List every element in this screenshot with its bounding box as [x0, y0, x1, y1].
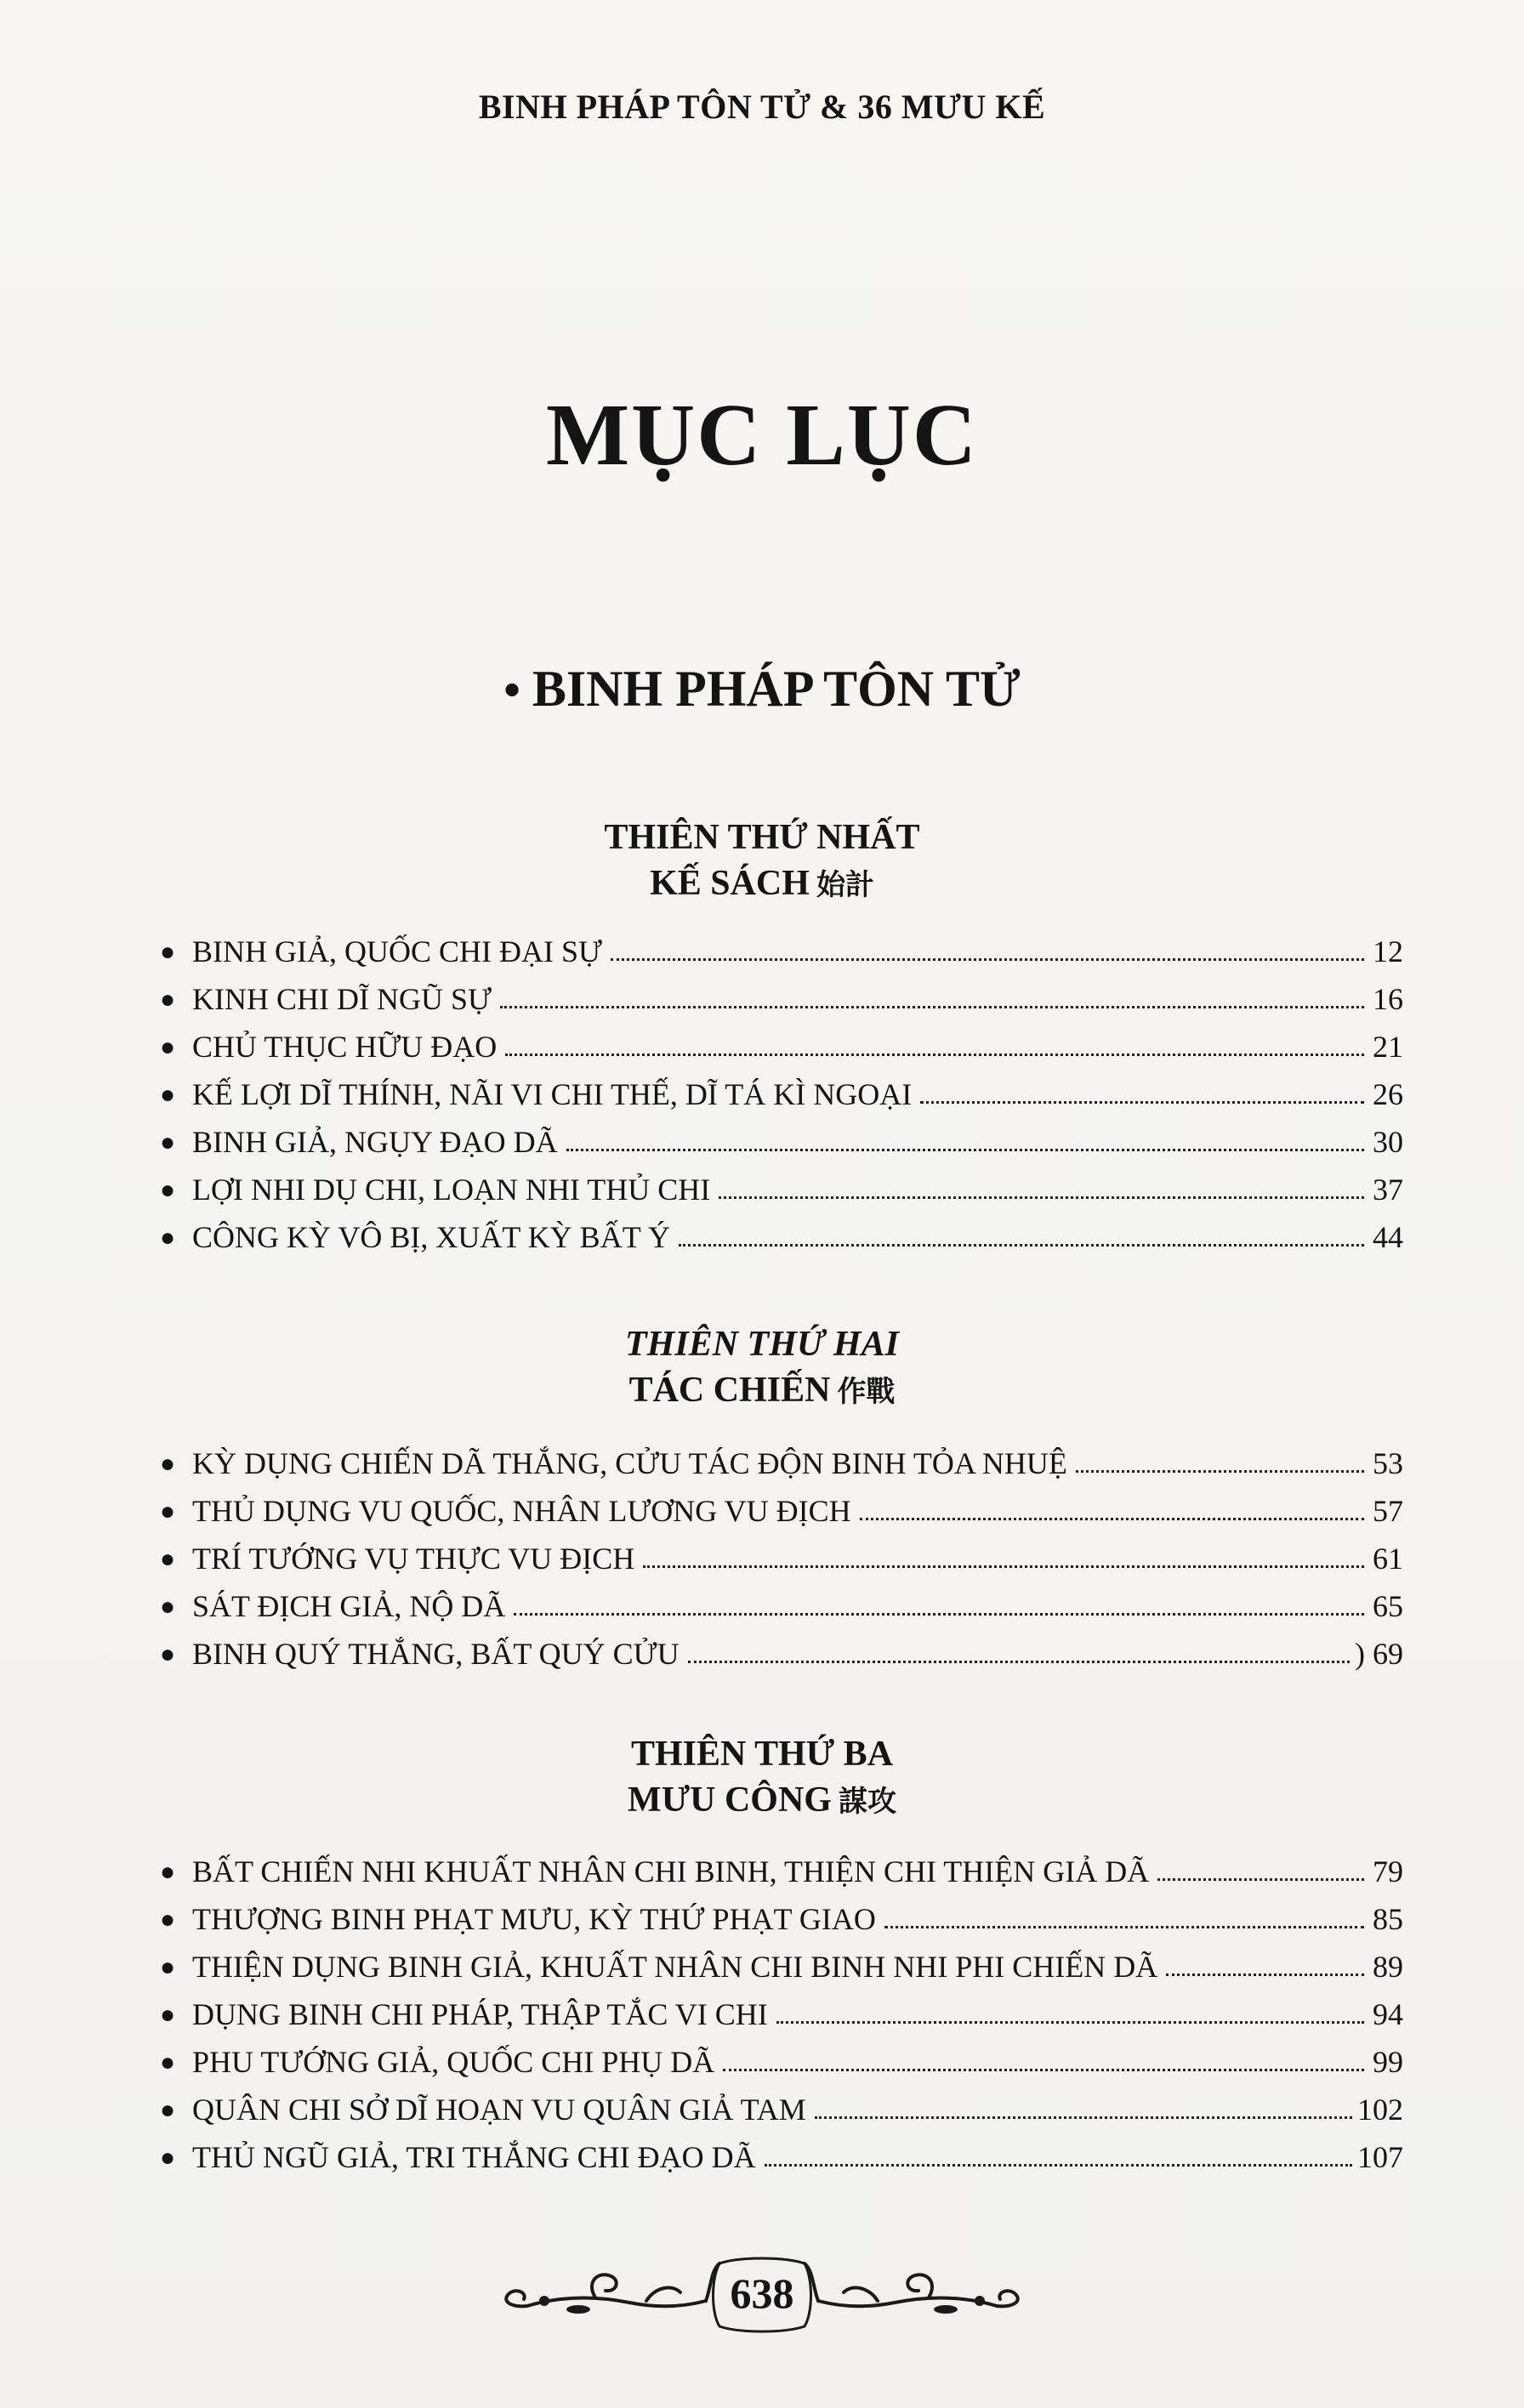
- toc-entry-page: 37: [1373, 1173, 1403, 1207]
- toc-entry-page: 44: [1373, 1220, 1403, 1254]
- dot-leader: [679, 1243, 1364, 1247]
- bullet-icon: ●: [160, 1224, 176, 1252]
- toc-entry[interactable]: [160, 2080, 1403, 2127]
- dot-leader: [500, 1005, 1364, 1008]
- toc-entry[interactable]: [160, 1529, 1403, 1576]
- bullet-icon: ●: [160, 1640, 176, 1668]
- toc-entry[interactable]: [160, 969, 1403, 1017]
- toc-entry-label: CÔNG KỲ VÔ BỊ, XUẤT KỲ BẤT Ý: [192, 1220, 671, 1254]
- toc-entry-page: 26: [1373, 1077, 1403, 1111]
- bullet-icon: ●: [160, 1593, 176, 1621]
- toc-entry-label: PHU TƯỚNG GIẢ, QUỐC CHI PHỤ DÃ: [192, 2045, 715, 2079]
- part-bullet: •: [503, 664, 520, 717]
- chapter-subtitle: TÁC CHIẾN: [628, 1371, 831, 1410]
- dot-leader: [505, 1053, 1364, 1056]
- dot-leader: [776, 2020, 1364, 2024]
- dot-leader: [860, 1517, 1364, 1520]
- toc-entry[interactable]: [160, 1207, 1403, 1255]
- toc-entry[interactable]: [160, 1160, 1403, 1207]
- chapter-subtitle-line: [0, 860, 1524, 908]
- bullet-icon: ●: [160, 2096, 176, 2124]
- toc-entry-label: BINH GIẢ, NGỤY ĐẠO DÃ: [192, 1125, 558, 1159]
- chapter-heading-2: [0, 1321, 1524, 1415]
- toc-entry[interactable]: [160, 1434, 1403, 1481]
- toc-entry[interactable]: [160, 922, 1403, 969]
- dot-leader: [884, 1925, 1364, 1928]
- dot-leader: [643, 1565, 1364, 1568]
- dot-leader: [514, 1612, 1364, 1616]
- toc-entry[interactable]: [160, 1112, 1403, 1160]
- bullet-icon: ●: [160, 1128, 176, 1156]
- toc-entry-page: 94: [1373, 1997, 1403, 2031]
- toc-entry-label: QUÂN CHI SỞ DĨ HOẠN VU QUÂN GIẢ TAM: [192, 2093, 806, 2127]
- bullet-icon: ●: [160, 1858, 176, 1886]
- chapter-name: THIÊN THỨ BA: [630, 1735, 894, 1774]
- toc-entry[interactable]: [160, 1937, 1403, 1985]
- toc-entry-label: DỤNG BINH CHI PHÁP, THẬP TẮC VI CHI: [192, 1997, 768, 2031]
- toc-entry-label: BẤT CHIẾN NHI KHUẤT NHÂN CHI BINH, THIỆN CHI THIỆN GIẢ DÃ: [192, 1854, 1150, 1888]
- bullet-icon: ●: [160, 2048, 176, 2076]
- toc-entry[interactable]: [160, 2127, 1403, 2175]
- toc-entry-label: KINH CHI DĨ NGŨ SỰ: [192, 982, 492, 1016]
- chapter-subtitle-line: [0, 1777, 1524, 1825]
- chapter-han-characters: 始計: [816, 868, 874, 902]
- toc-entry-label: BINH GIẢ, QUỐC CHI ĐẠI SỰ: [192, 934, 602, 968]
- chapter-name: THIÊN THỨ NHẤT: [604, 818, 920, 857]
- toc-entry-label: CHỦ THỤC HỮU ĐẠO: [192, 1030, 498, 1064]
- toc-entry-page: 79: [1373, 1854, 1403, 1888]
- toc-entry-label: THỦ DỤNG VU QUỐC, NHÂN LƯƠNG VU ĐỊCH: [192, 1494, 851, 1528]
- toc-entry[interactable]: [160, 1985, 1403, 2032]
- chapter-name: THIÊN THỨ HAI: [625, 1325, 899, 1364]
- bullet-icon: ●: [160, 1905, 176, 1934]
- toc-entry-page: 21: [1373, 1030, 1403, 1064]
- bullet-icon: ●: [160, 1450, 176, 1478]
- toc-entry[interactable]: [160, 1889, 1403, 1937]
- bullet-icon: ●: [160, 1545, 176, 1573]
- toc-entry-page: 53: [1373, 1446, 1403, 1480]
- dot-leader: [566, 1148, 1364, 1151]
- chapter-subtitle: KẾ SÁCH: [650, 864, 810, 903]
- dot-leader: [1157, 1877, 1364, 1881]
- toc-entry-label: KỲ DỤNG CHIẾN DÃ THẮNG, CỬU TÁC ĐỘN BINH TỎA NHUỆ: [192, 1446, 1067, 1480]
- running-header: BINH PHÁP TÔN TỬ & 36 MƯU KẾ: [478, 88, 1046, 126]
- bullet-icon: ●: [160, 1033, 176, 1061]
- toc-entry-label: THIỆN DỤNG BINH GIẢ, KHUẤT NHÂN CHI BINH NHI PHI CHIẾN DÃ: [192, 1950, 1158, 1984]
- dot-leader: [1076, 1469, 1364, 1473]
- toc-entry-page: 85: [1373, 1902, 1403, 1936]
- bullet-icon: ●: [160, 2001, 176, 2029]
- bullet-icon: ●: [160, 1953, 176, 1981]
- part-title: BINH PHÁP TÔN TỬ: [532, 661, 1021, 717]
- dot-leader: [723, 2068, 1364, 2071]
- toc-entry-page: 12: [1373, 934, 1403, 968]
- page-title: MỤC LỤC: [546, 386, 978, 484]
- bullet-icon: ●: [160, 985, 176, 1014]
- dot-leader: [688, 1660, 1350, 1663]
- chapter-han-characters: 作戰: [837, 1375, 896, 1409]
- toc-entry-label: TRÍ TƯỚNG VỤ THỰC VU ĐỊCH: [192, 1542, 635, 1576]
- dot-leader: [719, 1195, 1364, 1199]
- toc-entry[interactable]: [160, 1842, 1403, 1889]
- bullet-icon: ●: [160, 1497, 176, 1525]
- dot-leader: [1166, 1973, 1364, 1976]
- toc-entry[interactable]: [160, 1017, 1403, 1065]
- toc-entry-label: THƯỢNG BINH PHẠT MƯU, KỲ THỨ PHẠT GIAO: [192, 1902, 876, 1936]
- toc-entry-label: BINH QUÝ THẮNG, BẤT QUÝ CỬU: [192, 1637, 680, 1671]
- toc-entry-page: 16: [1373, 982, 1403, 1016]
- dot-leader: [815, 2116, 1352, 2119]
- toc-entry[interactable]: [160, 1576, 1403, 1624]
- bullet-icon: ●: [160, 938, 176, 966]
- toc-list-chapter-2: [160, 1434, 1403, 1672]
- toc-entry-page: 107: [1357, 2140, 1403, 2174]
- toc-entry-page: 99: [1373, 2045, 1403, 2079]
- toc-entry[interactable]: [160, 1481, 1403, 1529]
- chapter-han-characters: 謀攻: [838, 1785, 896, 1819]
- toc-entry[interactable]: [160, 1624, 1403, 1672]
- page-number: 638: [730, 2269, 794, 2317]
- dot-leader: [920, 1100, 1364, 1104]
- toc-list-chapter-1: [160, 922, 1403, 1255]
- chapter-subtitle-line: [0, 1367, 1524, 1415]
- bullet-icon: ●: [160, 1176, 176, 1204]
- toc-entry-page: 89: [1373, 1950, 1403, 1984]
- bullet-icon: ●: [160, 1081, 176, 1109]
- dot-leader: [765, 2163, 1352, 2167]
- part-heading: [0, 660, 1524, 718]
- toc-list-chapter-3: [160, 1842, 1403, 2175]
- dot-leader: [611, 957, 1364, 961]
- toc-entry[interactable]: [160, 2032, 1403, 2080]
- bullet-icon: ●: [160, 2144, 176, 2172]
- toc-entry-page: 30: [1373, 1125, 1403, 1159]
- chapter-heading-3: [0, 1731, 1524, 1825]
- toc-entry-label: THỦ NGŨ GIẢ, TRI THẮNG CHI ĐẠO DÃ: [192, 2140, 756, 2174]
- toc-entry-page: 61: [1373, 1542, 1403, 1576]
- toc-entry-page: ) 69: [1355, 1637, 1403, 1671]
- toc-entry-label: LỢI NHI DỤ CHI, LOẠN NHI THỦ CHI: [192, 1173, 711, 1207]
- toc-entry-page: 57: [1373, 1494, 1403, 1528]
- chapter-subtitle: MƯU CÔNG: [628, 1780, 832, 1820]
- toc-entry-page: 102: [1357, 2093, 1403, 2127]
- toc-entry-page: 65: [1373, 1589, 1403, 1623]
- toc-entry[interactable]: [160, 1065, 1403, 1112]
- toc-entry-label: SÁT ĐỊCH GIẢ, NỘ DÃ: [192, 1589, 506, 1623]
- toc-entry-label: KẾ LỢI DĨ THÍNH, NÃI VI CHI THẾ, DĨ TÁ KÌ NGOẠI: [192, 1077, 913, 1111]
- chapter-heading-1: [0, 815, 1524, 908]
